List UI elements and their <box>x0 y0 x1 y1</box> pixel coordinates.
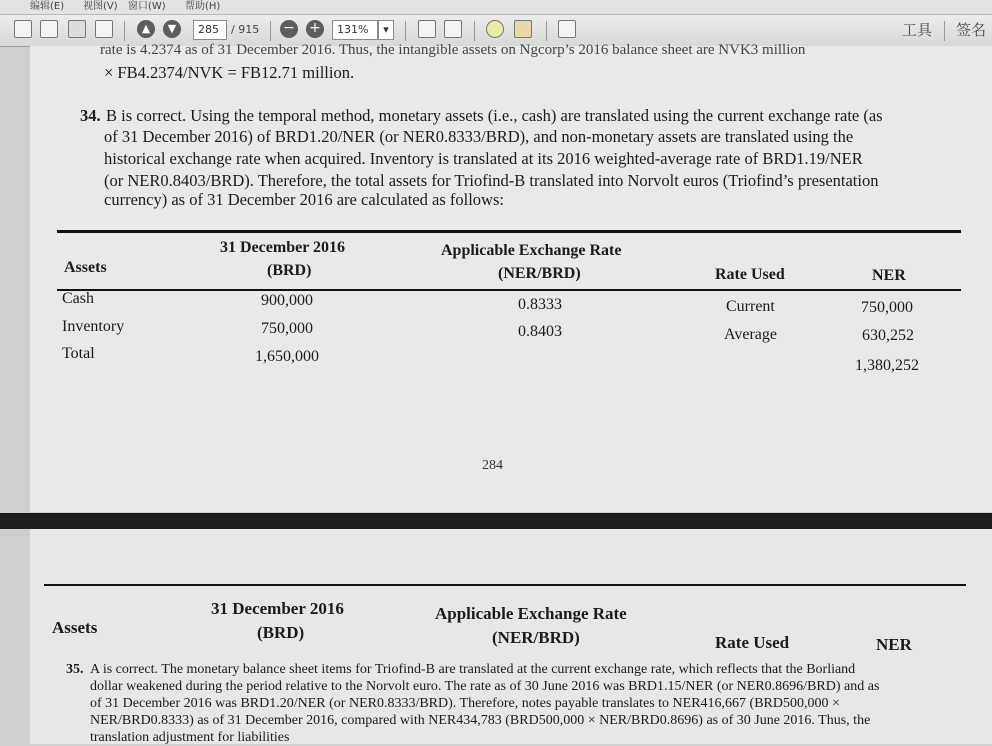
col-rate-header-unit: (NER/BRD) <box>492 628 580 647</box>
cut-off-line: rate is 4.2374 as of 31 December 2016. Thus, the intangible assets on Ngcorp’s 2016 balance sheet are NVK3 million <box>100 42 806 58</box>
highlight-icon[interactable] <box>514 20 532 38</box>
prev-page-icon[interactable]: ▲ <box>137 20 155 38</box>
col-rate-header: Applicable Exchange Rate <box>435 604 627 623</box>
menu-window[interactable]: 窗口(W) <box>128 1 166 12</box>
comment-icon[interactable] <box>486 20 504 38</box>
q35-line: of 31 December 2016 was BRD1.20/NER (or NER0.8333/BRD). Therefore, notes payable translates to NER416,667 (BRD500,000 × <box>90 696 840 711</box>
ner-value-cell: 1,380,252 <box>855 357 919 374</box>
q34-line: (or NER0.8403/BRD). Therefore, the total assets for Triofind-B translated into Norvolt euros (Triofind’s presentation <box>104 171 879 190</box>
menu-edit[interactable]: 编辑(E) <box>30 1 65 12</box>
table-top-rule <box>44 584 966 586</box>
page-number: 284 <box>482 458 503 473</box>
brd-value-cell: 750,000 <box>261 320 313 337</box>
col-brd-header: 31 December 2016 <box>211 599 344 618</box>
email-icon[interactable] <box>95 20 113 38</box>
menu-bar <box>0 0 992 15</box>
question-34-number: 34. <box>80 106 101 125</box>
intangible-assets-line: × FB4.2374/NVK = FB12.71 million. <box>104 63 355 82</box>
document-page <box>30 529 992 744</box>
col-rate-used-header: Rate Used <box>715 266 785 283</box>
col-assets-header: Assets <box>64 259 107 276</box>
zoom-dropdown-icon[interactable]: ▾ <box>378 20 394 40</box>
rate-used-cell: Current <box>726 298 775 315</box>
asset-name-cell: Total <box>62 345 95 362</box>
question-35-number: 35. <box>66 662 84 677</box>
q34-line: of 31 December 2016) of BRD1.20/NER (or NER0.8333/BRD), and non-monetary assets are translated using the <box>104 127 854 146</box>
q34-line: historical exchange rate when acquired. Inventory is translated at its 2016 weighted-average rate of BRD1.19/NER <box>104 149 863 168</box>
edit-icon[interactable] <box>14 20 32 38</box>
q35-line: translation adjustment for liabilities <box>90 730 290 745</box>
save-icon[interactable] <box>40 20 58 38</box>
brd-value-cell: 900,000 <box>261 292 313 309</box>
q35-line: dollar weakened during the period relative to the Norvolt euro. The rate as of 30 June 2016 was BRD1.15/NER (or NER0.8696/BRD) and as <box>90 679 880 694</box>
fit-width-icon[interactable] <box>444 20 462 38</box>
document-page <box>30 42 992 512</box>
fit-page-icon[interactable] <box>418 20 436 38</box>
zoom-level-input[interactable]: 131% <box>332 20 378 40</box>
rate-value-cell: 0.8333 <box>518 296 562 313</box>
zoom-in-icon[interactable]: + <box>306 20 324 38</box>
col-brd-header-unit: (BRD) <box>267 262 312 279</box>
page-separator <box>0 513 992 529</box>
tools-button[interactable]: 工具 <box>902 21 933 39</box>
table-header-rule <box>57 289 961 291</box>
ner-value-cell: 630,252 <box>862 327 914 344</box>
col-brd-header-unit: (BRD) <box>257 623 305 642</box>
page-number-input[interactable]: 285 <box>193 20 227 40</box>
col-assets-header: Assets <box>52 618 98 637</box>
ner-value-cell: 750,000 <box>861 299 913 316</box>
asset-name-cell: Inventory <box>62 318 125 335</box>
q35-line: NER/BRD0.8333) as of 31 December 2016, compared with NER434,783 (BRD500,000 × NER/BRD0.8696) as of 30 June 2016. Thus, the <box>90 713 871 728</box>
next-page-icon[interactable]: ▼ <box>163 20 181 38</box>
page-total: / 915 <box>231 23 260 36</box>
col-rate-header-unit: (NER/BRD) <box>498 265 581 282</box>
sign-button[interactable]: 签名 <box>956 21 987 39</box>
col-ner-header: NER <box>876 635 912 654</box>
col-rate-used-header: Rate Used <box>715 633 790 652</box>
col-rate-header: Applicable Exchange Rate <box>441 242 622 259</box>
print-icon[interactable] <box>68 20 86 38</box>
menu-view[interactable]: 视图(V) <box>83 1 118 12</box>
rate-value-cell: 0.8403 <box>518 323 562 340</box>
asset-name-cell: Cash <box>62 290 94 307</box>
col-brd-header: 31 December 2016 <box>220 239 345 256</box>
rate-used-cell: Average <box>724 326 777 343</box>
brd-value-cell: 1,650,000 <box>255 348 319 365</box>
expand-icon[interactable] <box>558 20 576 38</box>
menu-help[interactable]: 帮助(H) <box>185 1 221 12</box>
zoom-out-icon[interactable]: − <box>280 20 298 38</box>
col-ner-header: NER <box>872 267 906 284</box>
table-top-rule <box>57 230 961 233</box>
q35-line: A is correct. The monetary balance sheet items for Triofind-B are translated at the current exchange rate, which reflects that the Borliand <box>90 662 856 677</box>
q34-line: B is correct. Using the temporal method, monetary assets (i.e., cash) are translated using the current exchange rate (as <box>106 106 883 125</box>
q34-line: currency) as of 31 December 2016 are calculated as follows: <box>104 190 504 209</box>
